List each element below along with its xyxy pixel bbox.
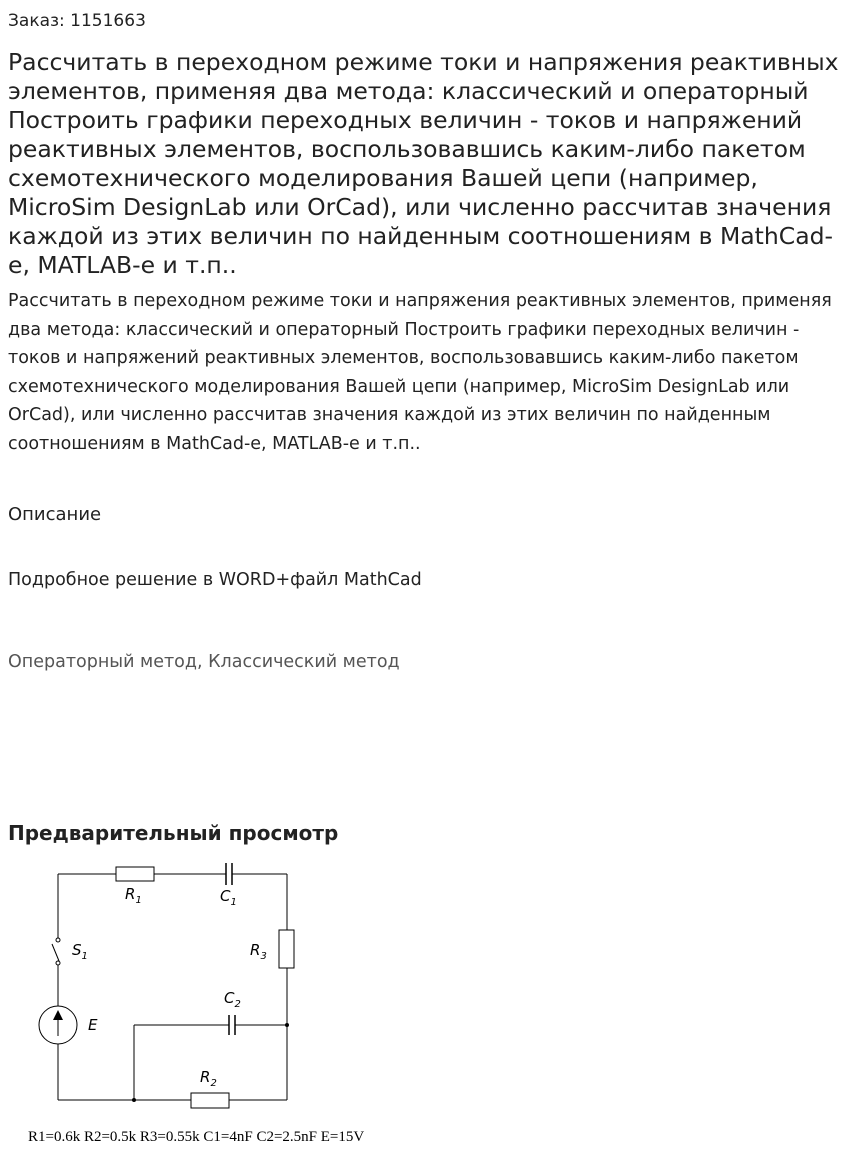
junction-right: [285, 1023, 289, 1027]
label-c1: $C_1$: [220, 887, 237, 908]
circuit-preview: [0, 850, 480, 1150]
task-text: Рассчитать в переходном режиме токи и напряжения реактивных элементов, применяя два метода: классический и операторный Построить графики переходных величин - токов и напряжений реактивных элементов, воспользовавшись каким-либо пакетом схемотехнического моделирования Вашей цепи (например, MicroSim DesignLab или OrCad), или численно рассчитав значения каждой из этих величин по найденным соотношениям в MathCad-е, MATLAB-е и т.п..: [8, 291, 832, 454]
circuit-parameters: R1=0.6k R2=0.5k R3=0.55k C1=4nF C2=2.5nF E=15V: [28, 1129, 365, 1145]
label-s1: $S_1$: [72, 941, 88, 962]
order-number: Заказ: 1151663: [8, 11, 146, 31]
junction-bottom: [132, 1098, 136, 1102]
switch-s1-contact-top: [56, 938, 60, 942]
label-c2: $C_2$: [224, 989, 241, 1010]
label-e: E: [88, 1016, 98, 1034]
preview-heading: Предварительный просмотр: [8, 821, 339, 845]
description-text: Подробное решение в WORD+файл MathCad: [8, 570, 422, 590]
resistor-r2: [191, 1093, 229, 1108]
circuit-diagram: [0, 850, 480, 1150]
resistor-r3: [279, 930, 294, 968]
resistor-r1: [116, 867, 154, 881]
description-heading: Описание: [8, 504, 102, 525]
label-r1: $R_1$: [125, 885, 142, 906]
source-arrow-head: [53, 1010, 63, 1020]
switch-s1-blade: [52, 944, 59, 961]
method-tags: Операторный метод, Классический метод: [8, 652, 400, 672]
label-r2: $R_2$: [200, 1068, 217, 1089]
label-r3: $R_3$: [250, 941, 267, 962]
page-title: Рассчитать в переходном режиме токи и напряжения реактивных элементов, применяя два метода: классический и операторный Построить графики переходных величин - токов и напряжений реактивных элементов, воспользовавшись каким-либо пакетом схемотехнического моделирования Вашей цепи (например, MicroSim DesignLab или OrCad), или численно рассчитав значения каждой из этих величин по найденным соотношениям в MathCad-е, MATLAB-е и т.п..: [8, 48, 839, 279]
switch-s1-contact-bottom: [56, 961, 60, 965]
